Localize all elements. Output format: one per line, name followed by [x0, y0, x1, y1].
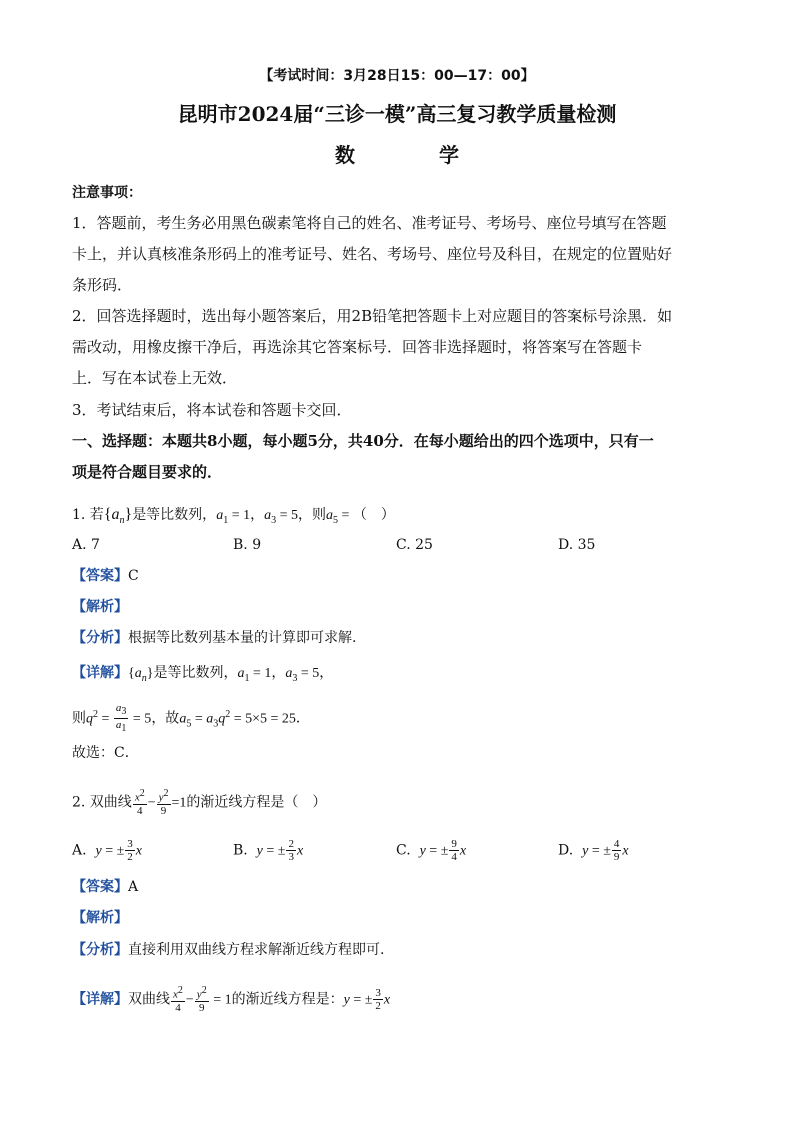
- q2-answer-tag: 【答案】: [72, 879, 128, 895]
- subject-char-2: 学: [439, 143, 459, 167]
- notice-item3: 3．考试结束后，将本试卷和答题卡交回．: [72, 401, 352, 419]
- notice-item1-line1: 1．答题前，考生务必用黑色碳素笔将自己的姓名、准考证号、考场号、座位号填写在答题: [72, 214, 667, 232]
- q2-option-a: A. y = ± $\frac{3}{2}$ x: [72, 838, 142, 863]
- q1-option-c: C. 25: [396, 537, 433, 553]
- q2-fenxi: [72, 940, 722, 960]
- q2-option-d: D. y = ± $\frac{4}{9}$ x: [558, 838, 629, 863]
- q2-prefix: 2. 双曲线: [72, 794, 132, 811]
- notice-item1-line2: 卡上，并认真核准条形码上的准考证号、姓名、考场号、座位号及科目，在规定的位置贴好: [72, 245, 673, 263]
- q1-analysis: [72, 597, 722, 617]
- q2-stem: 2. 双曲线 $\frac{x^2}{4}$ − $\frac{y^2}{9}$ =1的渐近线方程是（ ）: [72, 788, 327, 817]
- q2-analysis: [72, 908, 722, 928]
- q1-mid1: 是等比数列，: [132, 507, 217, 523]
- q1-prefix: 1. 若: [72, 507, 104, 523]
- q2-option-b: B. y = ± $\frac{2}{3}$ x: [233, 838, 304, 863]
- notice-item2-line1: 2．回答选择题时，选出每小题答案后，用2B铅笔把答题卡上对应题目的答案标号涂黑．如: [72, 307, 673, 325]
- q1-stem: 1. 若$\{a_n\}$是等比数列，$a_1 = 1$，$a_3 = 5$，则$a_5$ = （ ）: [72, 506, 395, 527]
- section1-line1: 一、选择题：本题共8小题，每小题5分，共40分．在每小题给出的四个选项中，只有一: [72, 432, 654, 450]
- q2-analysis-tag: 【解析】: [72, 910, 128, 926]
- page-title: 昆明市2024届“三诊一模”高三复习教学质量检测: [177, 102, 617, 126]
- q1-then: 则: [72, 710, 86, 727]
- q1-option-d: D. 35: [558, 537, 596, 553]
- q1-target: a: [326, 508, 333, 523]
- q1-mid2: ，则: [298, 507, 326, 523]
- q1-detail-tag: 【详解】: [72, 665, 128, 681]
- exam-time: 【考试时间：3月28日15：00—17：00】: [259, 68, 535, 84]
- q1-option-a: A. 7: [72, 537, 100, 553]
- q2-detail-pre: 双曲线: [128, 991, 170, 1008]
- notice-item2-line2: 需改动，用橡皮擦干净后，再选涂其它答案标号．回答非选择题时，将答案写在答题卡: [72, 338, 643, 356]
- q2-suffix: 的渐近线方程是（ ）: [186, 794, 327, 811]
- subject-title: [72, 142, 722, 168]
- q2-fenxi-tag: 【分析】: [72, 942, 128, 958]
- q1-detail-mid: 是等比数列，: [153, 665, 238, 681]
- subject-char-1: 数: [335, 143, 355, 167]
- notice-item1-line3: 条形码．: [72, 276, 133, 294]
- q2-fenxi-text: 直接利用双曲线方程求解渐近线方程即可.: [128, 942, 385, 958]
- notice-item2-line3: 上．写在本试卷上无效．: [72, 369, 238, 387]
- q1-cond1: a: [216, 508, 224, 523]
- q1-analysis-tag: 【解析】: [72, 599, 128, 615]
- q2-option-c: C. y = ± $\frac{9}{4}$ x: [396, 838, 467, 863]
- q2-detail-tag: 【详解】: [72, 991, 128, 1008]
- q1-fenxi-text: 根据等比数列基本量的计算即可求解.: [128, 630, 357, 646]
- q2-detail-mid: 的渐近线方程是：: [231, 991, 344, 1008]
- section1-line2: 项是符合题目要求的．: [72, 463, 223, 481]
- q1-option-b: B. 9: [233, 537, 262, 553]
- q1-detail-calc: 则$q^2$ = $\frac{a_3}{a_1}$ = 5，故$a_5 = a_3q^2 = 5\times 5 = 25$．: [72, 702, 310, 735]
- q1-answer-tag: 【答案】: [72, 568, 128, 584]
- q1-answer-value: C: [128, 568, 139, 584]
- q2-answer-value: A: [128, 879, 139, 895]
- q1-conclusion: 故选：C．: [72, 745, 139, 761]
- q1-fenxi-tag: 【分析】: [72, 630, 128, 646]
- q1-detail: 【详解】$\{a_n\}$是等比数列，$a_1 = 1$，$a_3 = 5$，: [72, 665, 334, 684]
- q2-detail: 【详解】双曲线 $\frac{x^2}{4}$ − $\frac{y^2}{9}$ = 1的渐近线方程是：y = ± $\frac{3}{2}$ x: [72, 985, 391, 1014]
- q1-so: ，故: [151, 710, 180, 727]
- notice-heading: 注意事项：: [72, 185, 142, 201]
- q2-answer: [72, 877, 722, 897]
- q1-answer: [72, 566, 722, 586]
- q1-suffix: （ ）: [352, 507, 395, 523]
- q1-fenxi: [72, 628, 722, 648]
- q1-seq: $\{a_n\}$: [103, 506, 133, 527]
- q1-sep: ，: [250, 507, 265, 523]
- q1-cond2: a: [264, 508, 272, 523]
